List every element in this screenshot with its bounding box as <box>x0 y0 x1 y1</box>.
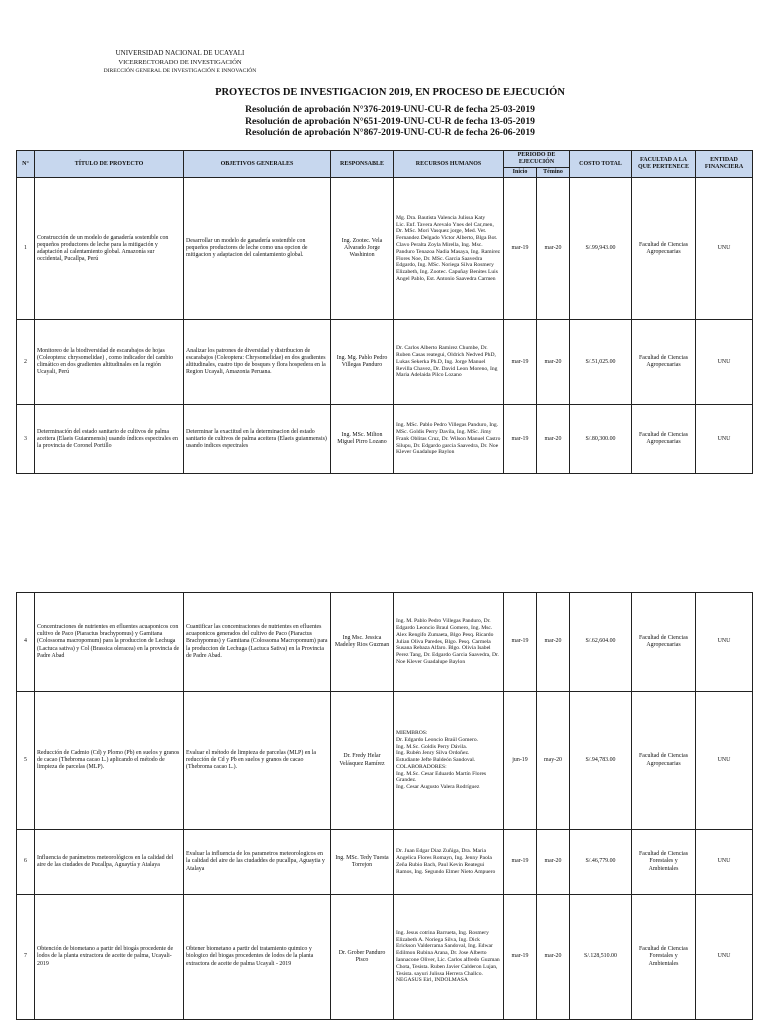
table-row <box>17 593 753 692</box>
row-number: 2 <box>17 320 35 405</box>
project-responsible: Ing Msc. Jessica Madeley Rios Guzman <box>331 593 394 692</box>
project-responsible: Ing. Mg. Pablo Pedro Villegas Panduro <box>331 320 394 405</box>
col-end: Témino <box>537 168 570 178</box>
project-objectives: Desarrollar un modelo de ganadería sostenible con pequeños productores de leche como una opcion de mitigacion y adaptacion del calentamiento global. <box>184 178 331 320</box>
project-resources: Ing. Jesus cotrina Barrueta, Ing. Rosmery Elizabeth A. Noriega Silva, Ing. Dick Erickson Valderrama Sandoval, Ing. Edwar Edilmon Rubina Arana, Dr. Jose Alberto Iannacone Oliver, Lic. Carlos alfredo Guzman Chota, Tesista. Ruben Javier Calderon Lujan, Tesista. sayuri Julissa Herrera Challco. NEGASUS Eirl, INDOLMASA <box>394 895 504 1020</box>
col-entity: ENTIDAD FINANCIERA <box>696 151 753 178</box>
project-entity: UNU <box>696 692 753 830</box>
col-responsible: RESPONSABLE <box>331 151 394 178</box>
project-cost: S/.80,300.00 <box>570 405 632 474</box>
project-responsible: Dr. Grober Panduro Pisco <box>331 895 394 1020</box>
project-start: mar-19 <box>504 593 537 692</box>
project-resources: MIEMBROS: Dr. Edgardo Leoncio Braül Gomero. Ing. M.Sc. Goldis Perry Dávila. Ing. Rubén Jenry Silva Ordoñez. Estudiante Jefte Baldeón Sandoval. COLABORADORES: Ing. M.Sc. Cesar Eduardo Martín Flores Grandez. Ing. Cesar Augusto Valera Rodríguez <box>394 692 504 830</box>
project-objectives: Evaluar el método de limpieza de parcelas (MLP) en la reducción de Cd y Pb en suelos y granos de cacao (Thebroma cacao L.). <box>184 692 331 830</box>
project-objectives: Evaluar la influencia de los parametros meteorologicos en la calidad del aire de las ciudaddes de pucallpa, Aguaytia y Atalaya <box>184 830 331 895</box>
university-name: UNIVERSIDAD NACIONAL DE UCAYALI <box>115 49 245 57</box>
project-cost: S/.94,783.00 <box>570 692 632 830</box>
document-titles <box>180 86 600 139</box>
col-faculty: FACULTAD A LA QUE PERTENECE <box>632 151 696 178</box>
project-cost: S/.62,604.00 <box>570 593 632 692</box>
project-resources: Ing. MSc. Pablo Pedro Villegas Panduro, Ing. MSc. Goldis Perry Davila, Ing. MSc. Jimy Frank Oblitas Cruz, Dr. Wilson Manuel Castro Silupu, Dr. Edgardo garcia Saavedra, Dr. Noe Klever Guadalupe Baylon <box>394 405 504 474</box>
project-responsible: Ing. Zootec. Vela Alvarado Jorge Washinton <box>331 178 394 320</box>
project-end: mar-20 <box>537 178 570 320</box>
project-start: mar-19 <box>504 178 537 320</box>
research-direction: DIRECCIÓN GENERAL DE INVESTIGACIÓN E INNOVACIÓN <box>103 68 257 74</box>
project-resources: Mg. Dra. Bautista Valencia Julissa Katy Lic. Enf. Tavera Arevalo Ynes del Car,men, Dr. MSc. Mori Vasquez jorge, Med. Vet. Fernandez Delgado Victor Alberto, Blga Bot. Clavo Peralta Zoyla Mirella, Ing. Msc. Panduro Tenazoa Nadia Masaya, Ing. Ramirez Flores Noe, Dr. MSc. Garcia Saavedra Edgardo, Ing. MSc. Noriega Silva Rosmery Elizabeth, Ing. Zootec. Capuñay Benites Luis Angel Pablo, Est. Antonio Saavedra Carmen <box>394 178 504 320</box>
table-row <box>17 692 753 830</box>
project-title: Monitoreo de la biodiversidad de escarabajos de hojas (Coleoptera: chrysomelidae) , como indicador del cambio climático en dos gradientes altitudinales en la región Ucayali, Perú <box>35 320 184 405</box>
project-faculty: Facultad de Ciencias Agropecuarias <box>632 320 696 405</box>
col-start: Inicio <box>504 168 537 178</box>
project-title <box>35 178 184 320</box>
projects-table-continued <box>16 592 753 1020</box>
row-number: 6 <box>17 830 35 895</box>
col-period: PERIODO DE EJECUCIÓN <box>504 151 570 168</box>
project-entity: UNU <box>696 593 753 692</box>
resolution-1: Resolución de aprobación N°376-2019-UNU-CU-R de fecha 25-03-2019 <box>245 104 535 115</box>
project-cost: S/.46,779.00 <box>570 830 632 895</box>
project-end: mar-20 <box>537 830 570 895</box>
col-resources: RECURSOS HUMANOS <box>394 151 504 178</box>
table-header <box>17 151 753 178</box>
project-objectives: Determinar la exactitud en la determinacion del estado sanitario de cultivos de palma aceitera (Elaeis guianmensis) usando indices espectrales <box>184 405 331 474</box>
project-title: Concentraciones de nutrientes en efluentes acuaponicos con cultivo de Paco (Piaractus brachypomus) y Gamitana (Colossoma macropomum) para la produccion de Lechuga (Lactuca sativa) y Col (Brassica oleracea) en la provincia de Padre Abad <box>35 593 184 692</box>
project-start: jun-19 <box>504 692 537 830</box>
col-number: N° <box>17 151 35 178</box>
project-entity: UNU <box>696 320 753 405</box>
project-faculty: Facultad de Ciencias Agropecuarias <box>632 593 696 692</box>
project-start: mar-19 <box>504 405 537 474</box>
project-faculty: Facultad de Ciencias Agropecuarias <box>632 692 696 830</box>
col-cost: COSTO TOTAL <box>570 151 632 178</box>
row-number: 1 <box>17 178 35 320</box>
table-row <box>17 178 753 320</box>
row-number: 7 <box>17 895 35 1020</box>
project-responsible: Dr. Fredy Helar Velásquez Ramírez <box>331 692 394 830</box>
project-responsible: Ing. MSc. Tedy Tuesta Torrejon <box>331 830 394 895</box>
project-faculty: Facultad de Ciencias Forestales y Ambientales <box>632 830 696 895</box>
project-end: may-20 <box>537 692 570 830</box>
project-title: Reducción de Cadmio (Cd) y Plomo (Pb) en suelos y granos de cacao (Thebroma cacao L.) aplicando el método de limpieza de parcelas (MLP). <box>35 692 184 830</box>
project-objectives: Obtener biometano a partir del tratamiento quimico y biologico del biogas procedentes de lodos de la planta extractora de aceite de palma Ucayali - 2019 <box>184 895 331 1020</box>
project-responsible: Ing. MSc. Milton Miguel Pirro Lozano <box>331 405 394 474</box>
table-row <box>17 830 753 895</box>
project-end: mar-20 <box>537 320 570 405</box>
project-title-text: Construcción de un modelo de ganadería sostenible con pequeños productores de leche para la mitigación y adaptación al calentamiento global. Amazonía sur occidental, Pucallpa, Perú <box>37 234 169 262</box>
project-resources: Dr. Juan Edgar Diaz Zuñiga, Dra. Maria Angelica Flores Romayn, Ing. Jenny Paola Zeña Rubio Bach, Paul Kevin Reategui Ramos, Ing. Segundo Elmer Nieto Ampuero <box>394 830 504 895</box>
project-entity: UNU <box>696 830 753 895</box>
projects-table <box>16 150 753 474</box>
project-start: mar-19 <box>504 895 537 1020</box>
resolution-2: Resolución de aprobación N°651-2019-UNU-CU-R de fecha 13-05-2019 <box>245 115 535 127</box>
project-entity: UNU <box>696 895 753 1020</box>
project-cost: S/.51,025.00 <box>570 320 632 405</box>
project-end: mar-20 <box>537 405 570 474</box>
page-title: PROYECTOS DE INVESTIGACION 2019, EN PROCESO DE EJECUCIÓN <box>215 87 565 98</box>
project-cost: S/.99,943.00 <box>570 178 632 320</box>
project-title: Influencia de parámetros meteorológicos en la calidad del aire de las ciudades de Pucallpa, Aguaytía y Atalaya <box>35 830 184 895</box>
table-row <box>17 895 753 1020</box>
project-faculty: Facultad de Ciencias Agropecuarias <box>632 405 696 474</box>
col-objectives: OBJETIVOS GENERALES <box>184 151 331 178</box>
project-faculty: Facultad de Ciencias Forestales y Ambientales <box>632 895 696 1020</box>
row-number: 3 <box>17 405 35 474</box>
project-resources: Dr. Carlos Alberto Ramirez Chumbe, Dr. Ruben Casas reategui, Oldrich Nedved PhD, Lukas Sekerka Ph.D, Ing. Jorge Manuel Revilla Chavez, Dr. David Leon Moreno, Ing Maria Adelaida Pilco Lozano <box>394 320 504 405</box>
row-number: 4 <box>17 593 35 692</box>
table-row <box>17 320 753 405</box>
project-faculty: Facultad de Ciencias Agropecuarias <box>632 178 696 320</box>
project-start: mar-19 <box>504 830 537 895</box>
vice-rectorate: VICERRECTORADO DE INVESTIGACIÓN <box>118 59 242 66</box>
project-entity: UNU <box>696 405 753 474</box>
project-objectives: Cuantificar las concentraciones de nutrientes en efluentes acuaponicos generados del cultivo de Paco (Piaractus Brachypomus) y Gamitana (Colossoma Macropomum) para la produccion de Lechuga (Lactuca Sativa) en la Provincia de Padre Abad. <box>184 593 331 692</box>
col-title: TÍTULO DE PROYECTO <box>35 151 184 178</box>
project-cost: S/.128,510.00 <box>570 895 632 1020</box>
project-end: mar-20 <box>537 895 570 1020</box>
institution-header <box>95 49 265 76</box>
project-start: mar-19 <box>504 320 537 405</box>
resolution-3: Resolución de aprobación N°867-2019-UNU-CU-R de fecha 26-06-2019 <box>245 127 535 138</box>
project-title: Determinación del estado sanitario de cultivos de palma aceitera (Elaeis Guianmensis) usando índices espectrales en la provincia de Coronel Portillo <box>35 405 184 474</box>
project-entity: UNU <box>696 178 753 320</box>
project-resources: Ing. M. Pablo Pedro Villegas Panduro, Dr. Edgardo Leoncio Braul Gomero, Ing. Msc. Alex Rengifo Zumaeta, Blgo Pesq. Ricardo Julian Oliva Paredes, Blgo. Pesq. Carmela Susana Rebaza Alfaro. Blgo. Olivia Isabel Perez Tang, Dr. Edgardo Garcia Saavedra, Dr. Noe Klever Guadalupe Baylon <box>394 593 504 692</box>
row-number: 5 <box>17 692 35 830</box>
project-objectives: Analizar los patrones de diversidad y distribucion de escarabajos (Coleoptera: Chrysomelidae) en dos gradientes altitudinales, cuatro tipo de bosques y flora hospedera en la Region Ucayali, Amazonia Peruana. <box>184 320 331 405</box>
project-end: mar-20 <box>537 593 570 692</box>
table-row <box>17 405 753 474</box>
project-title: Obtención de biometano a partir del biogás procedente de lodos de la planta extractora de aceite de palma, Ucayali-2019 <box>35 895 184 1020</box>
